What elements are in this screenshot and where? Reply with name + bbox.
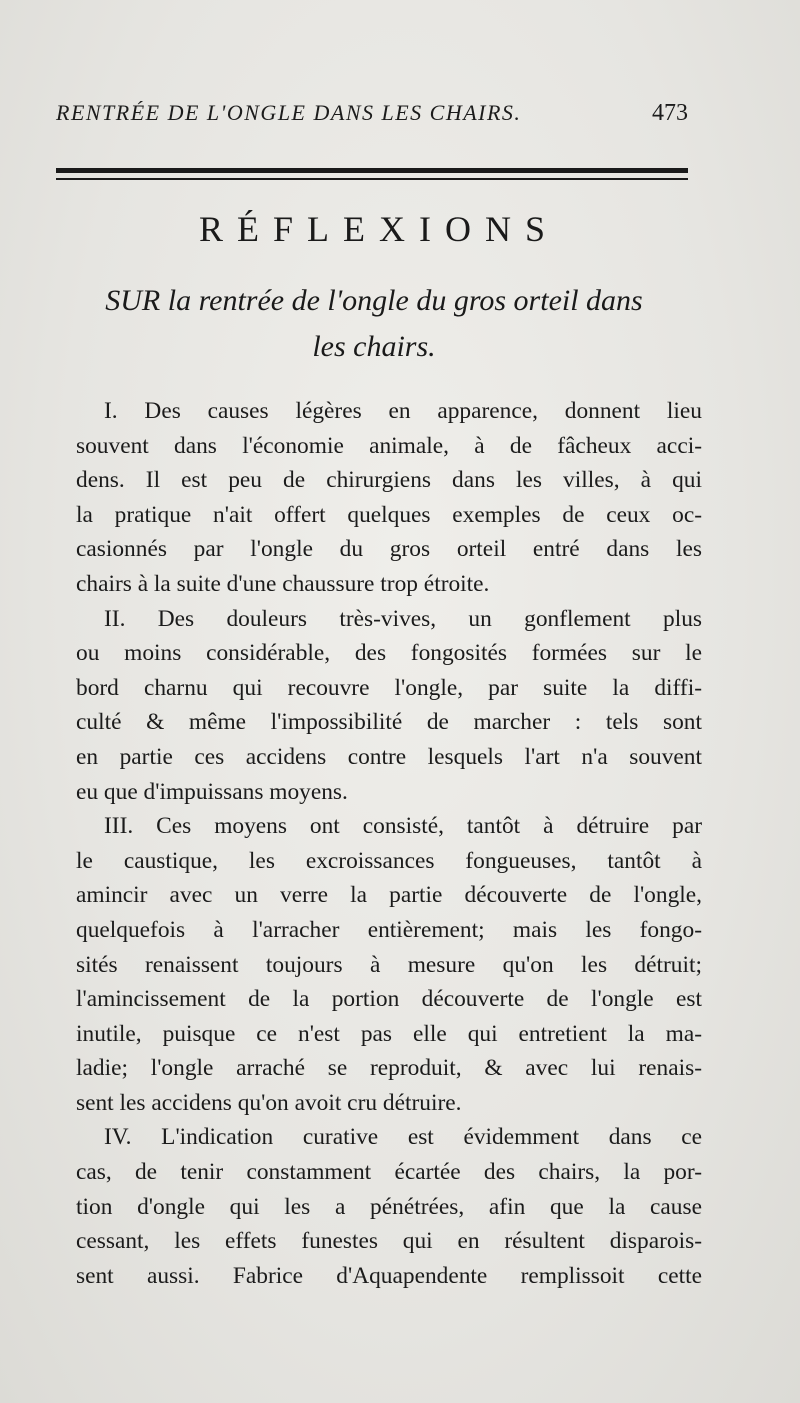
text-line: chairs à la suite d'une chaussure trop étroite. <box>76 570 490 597</box>
text-line: II. Des douleurs très-vives, un gonflement plus <box>104 605 702 632</box>
thick-rule <box>56 168 688 173</box>
paragraph-2 <box>48 602 702 810</box>
text-line: eu que d'impuissans moyens. <box>76 778 348 805</box>
text-line: III. Ces moyens ont consisté, tantôt à détruire par <box>104 813 702 840</box>
text-line: l'amincissement de la portion découverte de l'ongle est <box>76 986 702 1013</box>
thin-rule <box>56 178 688 180</box>
text-line: casionnés par l'ongle du gros orteil entré dans les <box>76 536 702 563</box>
section-heading: RÉFLEXIONS <box>198 209 559 249</box>
text-line: bord charnu qui recouvre l'ongle, par suite la diffi- <box>76 674 702 701</box>
double-rule-divider <box>56 168 688 182</box>
page-number: 473 <box>652 100 688 126</box>
body-text <box>48 394 702 1293</box>
text-line: quelquefois à l'arracher entièrement; mais les fongo- <box>76 916 702 943</box>
section-subheading <box>48 278 700 370</box>
subheading-line: SUR la rentrée de l'ongle du gros orteil dans <box>105 284 643 317</box>
text-line: sent les accidens qu'on avoit cru détruire. <box>76 1089 462 1116</box>
text-line: I. Des causes légères en apparence, donnent lieu <box>104 398 702 424</box>
text-line: inutile, puisque ce n'est pas elle qui entretient la ma- <box>76 1020 702 1047</box>
text-line: culté & même l'impossibilité de marcher : tels sont <box>76 709 702 736</box>
text-line: la pratique n'ait offert quelques exemples de ceux oc- <box>76 501 702 528</box>
text-line: amincir avec un verre la partie découverte de l'ongle, <box>76 882 702 909</box>
text-line: le caustique, les excroissances fongueuses, tantôt à <box>76 847 702 874</box>
text-line: ou moins considérable, des fongosités formées sur le <box>76 640 702 667</box>
paragraph-4 <box>48 1120 702 1293</box>
text-line: en partie ces accidens contre lesquels l'art n'a souvent <box>76 743 702 770</box>
text-line: cessant, les effets funestes qui en résultent disparois- <box>76 1228 702 1255</box>
text-line: sent aussi. Fabrice d'Aquapendente remplissoit cette <box>76 1262 702 1289</box>
text-line: ladie; l'ongle arraché se reproduit, & avec lui renais- <box>76 1055 702 1082</box>
running-head <box>56 100 688 134</box>
text-line: cas, de tenir constamment écartée des chairs, la por- <box>76 1159 702 1186</box>
text-line: souvent dans l'économie animale, à de fâcheux acci- <box>76 432 702 459</box>
paragraph-3 <box>48 809 702 1120</box>
text-line: dens. Il est peu de chirurgiens dans les villes, à qui <box>76 467 702 494</box>
text-line: IV. L'indication curative est évidemment dans ce <box>104 1124 702 1151</box>
text-line: tion d'ongle qui les a pénétrées, afin que la cause <box>76 1193 702 1220</box>
subheading-line: les chairs. <box>312 330 436 363</box>
running-head-title: RENTRÉE DE L'ONGLE DANS LES CHAIRS. <box>56 100 522 125</box>
paragraph-1 <box>48 394 702 602</box>
text-line: sités renaissent toujours à mesure qu'on les détruit; <box>76 951 702 978</box>
